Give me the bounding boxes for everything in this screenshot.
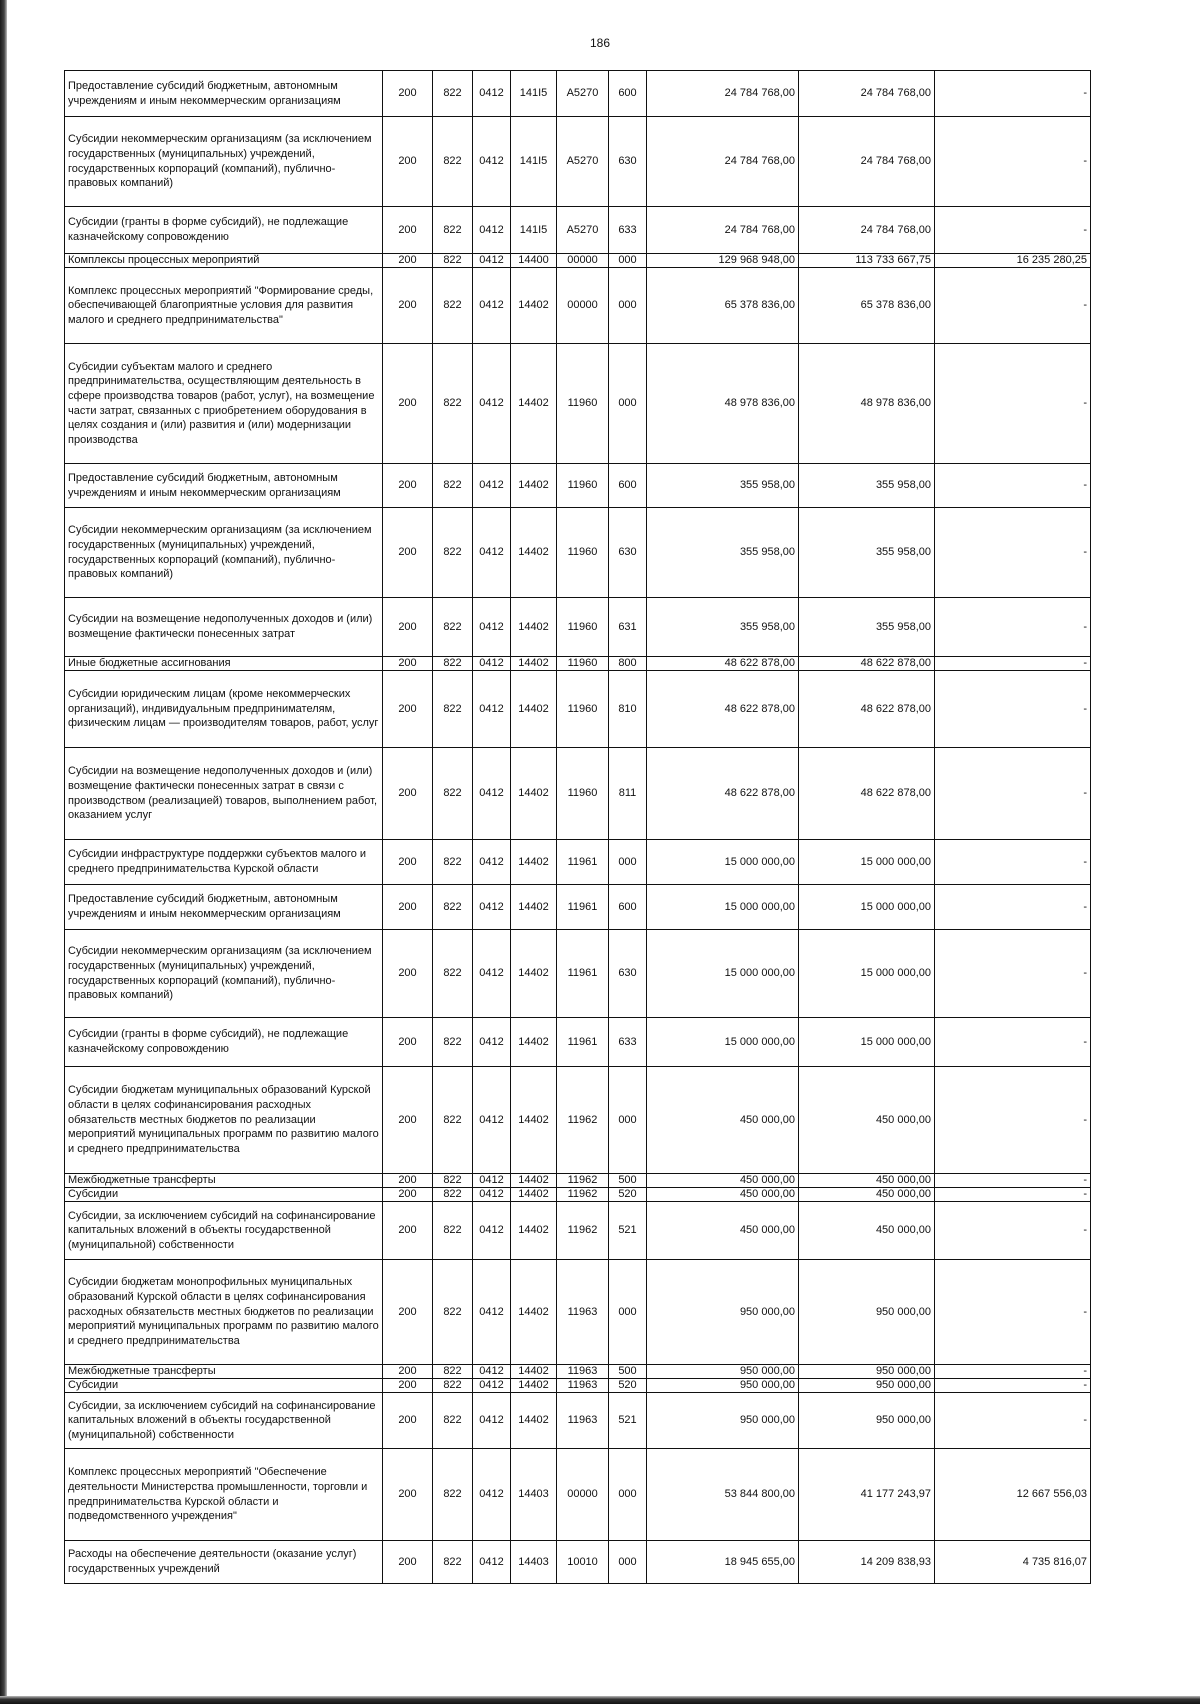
remaining-amount: - xyxy=(935,268,1091,344)
expense-type-code: 521 xyxy=(609,1393,647,1449)
row-name: Комплекс процессных мероприятий "Обеспечение деятельности Министерства промышленности, торговли и предпринимательства Курской области и подведомственного учреждения" xyxy=(65,1449,383,1541)
planned-amount: 48 978 836,00 xyxy=(647,344,799,464)
section-code: 200 xyxy=(383,1067,433,1174)
target-item-code: 11962 xyxy=(557,1188,609,1202)
remaining-amount: 16 235 280,25 xyxy=(935,254,1091,268)
row-name: Межбюджетные трансферты xyxy=(65,1365,383,1379)
planned-amount: 48 622 878,00 xyxy=(647,748,799,840)
executed-amount: 65 378 836,00 xyxy=(799,268,935,344)
planned-amount: 15 000 000,00 xyxy=(647,930,799,1018)
ministry-code: 822 xyxy=(433,1541,473,1584)
planned-amount: 65 378 836,00 xyxy=(647,268,799,344)
row-name: Предоставление субсидий бюджетным, автономным учреждениям и иным некоммерческим организациям xyxy=(65,464,383,508)
ministry-code: 822 xyxy=(433,1067,473,1174)
remaining-amount: - xyxy=(935,1379,1091,1393)
planned-amount: 950 000,00 xyxy=(647,1379,799,1393)
row-name: Субсидии субъектам малого и среднего предпринимательства, осуществляющим деятельность в сфере производства товаров (работ, услуг), на возмещение части затрат, связанных с приобретением оборудования в целях создания и (или) развития и (или) модернизации производства xyxy=(65,344,383,464)
planned-amount: 15 000 000,00 xyxy=(647,840,799,885)
subsection-code: 0412 xyxy=(473,657,511,671)
row-name: Субсидии юридическим лицам (кроме некоммерческих организаций), индивидуальным предпринимателям, физическим лицам — производителям товаров, работ, услуг xyxy=(65,671,383,748)
subsection-code: 0412 xyxy=(473,1393,511,1449)
subsection-code: 0412 xyxy=(473,71,511,117)
scan-edge-left xyxy=(0,0,7,1704)
row-name: Комплексы процессных мероприятий xyxy=(65,254,383,268)
section-code: 200 xyxy=(383,1393,433,1449)
table-row xyxy=(65,1449,1091,1541)
expense-type-code: 500 xyxy=(609,1174,647,1188)
remaining-amount: 4 735 816,07 xyxy=(935,1541,1091,1584)
planned-amount: 129 968 948,00 xyxy=(647,254,799,268)
program-code: 14402 xyxy=(511,1188,557,1202)
program-code: 14402 xyxy=(511,1260,557,1365)
subsection-code: 0412 xyxy=(473,1379,511,1393)
target-item-code: 00000 xyxy=(557,1449,609,1541)
ministry-code: 822 xyxy=(433,885,473,930)
expense-type-code: 600 xyxy=(609,71,647,117)
target-item-code: 10010 xyxy=(557,1541,609,1584)
planned-amount: 355 958,00 xyxy=(647,508,799,598)
executed-amount: 24 784 768,00 xyxy=(799,71,935,117)
section-code: 200 xyxy=(383,930,433,1018)
executed-amount: 355 958,00 xyxy=(799,508,935,598)
scan-edge-bottom xyxy=(0,1696,1200,1704)
target-item-code: 11963 xyxy=(557,1379,609,1393)
subsection-code: 0412 xyxy=(473,1067,511,1174)
section-code: 200 xyxy=(383,885,433,930)
executed-amount: 48 622 878,00 xyxy=(799,657,935,671)
program-code: 14402 xyxy=(511,840,557,885)
expense-type-code: 810 xyxy=(609,671,647,748)
row-name: Субсидии некоммерческим организациям (за исключением государственных (муниципальных) учреждений, государственных корпораций (компаний), публично-правовых компаний) xyxy=(65,117,383,207)
expense-type-code: 000 xyxy=(609,1067,647,1174)
target-item-code: 11961 xyxy=(557,1018,609,1067)
executed-amount: 24 784 768,00 xyxy=(799,117,935,207)
table-row xyxy=(65,117,1091,207)
row-name: Субсидии (гранты в форме субсидий), не подлежащие казначейскому сопровождению xyxy=(65,1018,383,1067)
section-code: 200 xyxy=(383,1202,433,1260)
ministry-code: 822 xyxy=(433,268,473,344)
expense-type-code: 000 xyxy=(609,1449,647,1541)
row-name: Субсидии xyxy=(65,1379,383,1393)
target-item-code: 11960 xyxy=(557,748,609,840)
ministry-code: 822 xyxy=(433,598,473,657)
row-name: Комплекс процессных мероприятий "Формирование среды, обеспечивающей благоприятные условия для развития малого и среднего предпринимательства" xyxy=(65,268,383,344)
planned-amount: 48 622 878,00 xyxy=(647,671,799,748)
target-item-code: 11962 xyxy=(557,1174,609,1188)
remaining-amount: - xyxy=(935,1393,1091,1449)
subsection-code: 0412 xyxy=(473,464,511,508)
section-code: 200 xyxy=(383,254,433,268)
table-row xyxy=(65,930,1091,1018)
section-code: 200 xyxy=(383,71,433,117)
remaining-amount: - xyxy=(935,1067,1091,1174)
remaining-amount: - xyxy=(935,1018,1091,1067)
executed-amount: 14 209 838,93 xyxy=(799,1541,935,1584)
target-item-code: 00000 xyxy=(557,268,609,344)
executed-amount: 950 000,00 xyxy=(799,1393,935,1449)
planned-amount: 18 945 655,00 xyxy=(647,1541,799,1584)
remaining-amount: - xyxy=(935,344,1091,464)
program-code: 14402 xyxy=(511,748,557,840)
row-name: Межбюджетные трансферты xyxy=(65,1174,383,1188)
row-name: Субсидии (гранты в форме субсидий), не подлежащие казначейскому сопровождению xyxy=(65,207,383,254)
section-code: 200 xyxy=(383,1260,433,1365)
executed-amount: 950 000,00 xyxy=(799,1365,935,1379)
planned-amount: 950 000,00 xyxy=(647,1260,799,1365)
section-code: 200 xyxy=(383,1174,433,1188)
ministry-code: 822 xyxy=(433,930,473,1018)
subsection-code: 0412 xyxy=(473,1365,511,1379)
target-item-code: 11960 xyxy=(557,508,609,598)
target-item-code: 11963 xyxy=(557,1260,609,1365)
table-row xyxy=(65,1379,1091,1393)
program-code: 14402 xyxy=(511,1379,557,1393)
row-name: Субсидии, за исключением субсидий на софинансирование капитальных вложений в объекты государственной (муниципальной) собственности xyxy=(65,1202,383,1260)
target-item-code: 11960 xyxy=(557,657,609,671)
table-row xyxy=(65,268,1091,344)
subsection-code: 0412 xyxy=(473,1188,511,1202)
expense-type-code: 000 xyxy=(609,344,647,464)
subsection-code: 0412 xyxy=(473,840,511,885)
ministry-code: 822 xyxy=(433,1260,473,1365)
section-code: 200 xyxy=(383,1188,433,1202)
remaining-amount: - xyxy=(935,930,1091,1018)
row-name: Субсидии xyxy=(65,1188,383,1202)
program-code: 141I5 xyxy=(511,207,557,254)
section-code: 200 xyxy=(383,748,433,840)
executed-amount: 950 000,00 xyxy=(799,1260,935,1365)
table-row xyxy=(65,840,1091,885)
section-code: 200 xyxy=(383,671,433,748)
table-row xyxy=(65,1365,1091,1379)
expense-type-code: 520 xyxy=(609,1379,647,1393)
remaining-amount: 12 667 556,03 xyxy=(935,1449,1091,1541)
planned-amount: 24 784 768,00 xyxy=(647,207,799,254)
executed-amount: 48 978 836,00 xyxy=(799,344,935,464)
table-row xyxy=(65,1260,1091,1365)
remaining-amount: - xyxy=(935,1188,1091,1202)
remaining-amount: - xyxy=(935,1365,1091,1379)
budget-table xyxy=(64,70,1091,1584)
remaining-amount: - xyxy=(935,207,1091,254)
ministry-code: 822 xyxy=(433,748,473,840)
program-code: 14402 xyxy=(511,1365,557,1379)
subsection-code: 0412 xyxy=(473,671,511,748)
target-item-code: 11960 xyxy=(557,464,609,508)
ministry-code: 822 xyxy=(433,508,473,598)
planned-amount: 950 000,00 xyxy=(647,1365,799,1379)
section-code: 200 xyxy=(383,344,433,464)
table-row xyxy=(65,671,1091,748)
ministry-code: 822 xyxy=(433,671,473,748)
table-row xyxy=(65,657,1091,671)
ministry-code: 822 xyxy=(433,1188,473,1202)
executed-amount: 48 622 878,00 xyxy=(799,671,935,748)
table-row xyxy=(65,1188,1091,1202)
program-code: 14402 xyxy=(511,1174,557,1188)
target-item-code: 11962 xyxy=(557,1067,609,1174)
table-row xyxy=(65,464,1091,508)
planned-amount: 15 000 000,00 xyxy=(647,885,799,930)
section-code: 200 xyxy=(383,1365,433,1379)
ministry-code: 822 xyxy=(433,1174,473,1188)
program-code: 14402 xyxy=(511,930,557,1018)
program-code: 141I5 xyxy=(511,71,557,117)
expense-type-code: 811 xyxy=(609,748,647,840)
subsection-code: 0412 xyxy=(473,1449,511,1541)
program-code: 14403 xyxy=(511,1449,557,1541)
planned-amount: 450 000,00 xyxy=(647,1174,799,1188)
executed-amount: 41 177 243,97 xyxy=(799,1449,935,1541)
program-code: 14402 xyxy=(511,464,557,508)
program-code: 14402 xyxy=(511,1018,557,1067)
target-item-code: 11961 xyxy=(557,930,609,1018)
expense-type-code: 633 xyxy=(609,1018,647,1067)
row-name: Субсидии некоммерческим организациям (за исключением государственных (муниципальных) учреждений, государственных корпораций (компаний), публично-правовых компаний) xyxy=(65,930,383,1018)
ministry-code: 822 xyxy=(433,840,473,885)
program-code: 14402 xyxy=(511,671,557,748)
remaining-amount: - xyxy=(935,71,1091,117)
target-item-code: A5270 xyxy=(557,207,609,254)
planned-amount: 450 000,00 xyxy=(647,1188,799,1202)
executed-amount: 450 000,00 xyxy=(799,1067,935,1174)
planned-amount: 53 844 800,00 xyxy=(647,1449,799,1541)
program-code: 14400 xyxy=(511,254,557,268)
table-row xyxy=(65,254,1091,268)
row-name: Субсидии некоммерческим организациям (за исключением государственных (муниципальных) учреждений, государственных корпораций (компаний), публично-правовых компаний) xyxy=(65,508,383,598)
remaining-amount: - xyxy=(935,508,1091,598)
expense-type-code: 520 xyxy=(609,1188,647,1202)
executed-amount: 15 000 000,00 xyxy=(799,930,935,1018)
section-code: 200 xyxy=(383,657,433,671)
executed-amount: 15 000 000,00 xyxy=(799,840,935,885)
ministry-code: 822 xyxy=(433,254,473,268)
expense-type-code: 000 xyxy=(609,1260,647,1365)
section-code: 200 xyxy=(383,1018,433,1067)
row-name: Субсидии, за исключением субсидий на софинансирование капитальных вложений в объекты государственной (муниципальной) собственности xyxy=(65,1393,383,1449)
expense-type-code: 800 xyxy=(609,657,647,671)
section-code: 200 xyxy=(383,1541,433,1584)
program-code: 14402 xyxy=(511,344,557,464)
program-code: 14402 xyxy=(511,598,557,657)
ministry-code: 822 xyxy=(433,207,473,254)
planned-amount: 355 958,00 xyxy=(647,464,799,508)
target-item-code: 11963 xyxy=(557,1365,609,1379)
subsection-code: 0412 xyxy=(473,748,511,840)
target-item-code: 11963 xyxy=(557,1393,609,1449)
subsection-code: 0412 xyxy=(473,254,511,268)
expense-type-code: 600 xyxy=(609,464,647,508)
remaining-amount: - xyxy=(935,1260,1091,1365)
ministry-code: 822 xyxy=(433,464,473,508)
subsection-code: 0412 xyxy=(473,930,511,1018)
subsection-code: 0412 xyxy=(473,1018,511,1067)
row-name: Субсидии на возмещение недополученных доходов и (или) возмещение фактически понесенных затрат xyxy=(65,598,383,657)
executed-amount: 355 958,00 xyxy=(799,598,935,657)
program-code: 14402 xyxy=(511,508,557,598)
expense-type-code: 000 xyxy=(609,268,647,344)
table-row xyxy=(65,1018,1091,1067)
expense-type-code: 630 xyxy=(609,930,647,1018)
subsection-code: 0412 xyxy=(473,598,511,657)
planned-amount: 950 000,00 xyxy=(647,1393,799,1449)
budget-table-body xyxy=(65,71,1091,1584)
expense-type-code: 630 xyxy=(609,508,647,598)
planned-amount: 24 784 768,00 xyxy=(647,117,799,207)
program-code: 14402 xyxy=(511,268,557,344)
table-row xyxy=(65,598,1091,657)
table-row xyxy=(65,748,1091,840)
section-code: 200 xyxy=(383,840,433,885)
table-row xyxy=(65,1393,1091,1449)
planned-amount: 24 784 768,00 xyxy=(647,71,799,117)
table-row xyxy=(65,1202,1091,1260)
section-code: 200 xyxy=(383,464,433,508)
target-item-code: 11960 xyxy=(557,344,609,464)
planned-amount: 450 000,00 xyxy=(647,1202,799,1260)
ministry-code: 822 xyxy=(433,657,473,671)
executed-amount: 15 000 000,00 xyxy=(799,885,935,930)
section-code: 200 xyxy=(383,598,433,657)
row-name: Иные бюджетные ассигнования xyxy=(65,657,383,671)
table-row xyxy=(65,207,1091,254)
table-row xyxy=(65,344,1091,464)
program-code: 14402 xyxy=(511,657,557,671)
page-number: 186 xyxy=(589,36,611,50)
planned-amount: 15 000 000,00 xyxy=(647,1018,799,1067)
row-name: Расходы на обеспечение деятельности (оказание услуг) государственных учреждений xyxy=(65,1541,383,1584)
table-row xyxy=(65,1067,1091,1174)
expense-type-code: 521 xyxy=(609,1202,647,1260)
ministry-code: 822 xyxy=(433,1365,473,1379)
executed-amount: 48 622 878,00 xyxy=(799,748,935,840)
section-code: 200 xyxy=(383,1449,433,1541)
subsection-code: 0412 xyxy=(473,1541,511,1584)
executed-amount: 450 000,00 xyxy=(799,1174,935,1188)
remaining-amount: - xyxy=(935,840,1091,885)
subsection-code: 0412 xyxy=(473,117,511,207)
section-code: 200 xyxy=(383,207,433,254)
remaining-amount: - xyxy=(935,885,1091,930)
remaining-amount: - xyxy=(935,117,1091,207)
subsection-code: 0412 xyxy=(473,1260,511,1365)
remaining-amount: - xyxy=(935,657,1091,671)
section-code: 200 xyxy=(383,508,433,598)
section-code: 200 xyxy=(383,1379,433,1393)
expense-type-code: 600 xyxy=(609,885,647,930)
row-name: Субсидии на возмещение недополученных доходов и (или) возмещение фактически понесенных затрат в связи с производством (реализацией) товаров, выполнением работ, оказанием услуг xyxy=(65,748,383,840)
ministry-code: 822 xyxy=(433,71,473,117)
target-item-code: 11961 xyxy=(557,840,609,885)
target-item-code: A5270 xyxy=(557,117,609,207)
ministry-code: 822 xyxy=(433,1393,473,1449)
row-name: Субсидии инфраструктуре поддержки субъектов малого и среднего предпринимательства Курской области xyxy=(65,840,383,885)
executed-amount: 113 733 667,75 xyxy=(799,254,935,268)
row-name: Предоставление субсидий бюджетным, автономным учреждениям и иным некоммерческим организациям xyxy=(65,71,383,117)
ministry-code: 822 xyxy=(433,1018,473,1067)
target-item-code: 11960 xyxy=(557,671,609,748)
planned-amount: 450 000,00 xyxy=(647,1067,799,1174)
table-row xyxy=(65,1541,1091,1584)
subsection-code: 0412 xyxy=(473,268,511,344)
expense-type-code: 000 xyxy=(609,254,647,268)
expense-type-code: 631 xyxy=(609,598,647,657)
executed-amount: 355 958,00 xyxy=(799,464,935,508)
target-item-code: 00000 xyxy=(557,254,609,268)
row-name: Предоставление субсидий бюджетным, автономным учреждениям и иным некоммерческим организациям xyxy=(65,885,383,930)
row-name: Субсидии бюджетам муниципальных образований Курской области в целях софинансирования расходных обязательств местных бюджетов по реализации мероприятий муниципальных программ по развитию малого и среднего предпринимательства xyxy=(65,1067,383,1174)
table-row xyxy=(65,71,1091,117)
program-code: 141I5 xyxy=(511,117,557,207)
remaining-amount: - xyxy=(935,1174,1091,1188)
program-code: 14403 xyxy=(511,1541,557,1584)
section-code: 200 xyxy=(383,117,433,207)
remaining-amount: - xyxy=(935,464,1091,508)
executed-amount: 450 000,00 xyxy=(799,1202,935,1260)
expense-type-code: 633 xyxy=(609,207,647,254)
subsection-code: 0412 xyxy=(473,885,511,930)
remaining-amount: - xyxy=(935,1202,1091,1260)
expense-type-code: 000 xyxy=(609,1541,647,1584)
ministry-code: 822 xyxy=(433,1379,473,1393)
expense-type-code: 630 xyxy=(609,117,647,207)
target-item-code: 11962 xyxy=(557,1202,609,1260)
executed-amount: 950 000,00 xyxy=(799,1379,935,1393)
subsection-code: 0412 xyxy=(473,207,511,254)
table-row xyxy=(65,885,1091,930)
table-row xyxy=(65,1174,1091,1188)
subsection-code: 0412 xyxy=(473,1202,511,1260)
executed-amount: 15 000 000,00 xyxy=(799,1018,935,1067)
ministry-code: 822 xyxy=(433,117,473,207)
target-item-code: A5270 xyxy=(557,71,609,117)
executed-amount: 24 784 768,00 xyxy=(799,207,935,254)
subsection-code: 0412 xyxy=(473,344,511,464)
row-name: Субсидии бюджетам монопрофильных муниципальных образований Курской области в целях софинансирования расходных обязательств местных бюджетов по реализации мероприятий муниципальных программ по развитию малого и среднего предпринимательства xyxy=(65,1260,383,1365)
expense-type-code: 500 xyxy=(609,1365,647,1379)
remaining-amount: - xyxy=(935,598,1091,657)
expense-type-code: 000 xyxy=(609,840,647,885)
remaining-amount: - xyxy=(935,671,1091,748)
section-code: 200 xyxy=(383,268,433,344)
planned-amount: 355 958,00 xyxy=(647,598,799,657)
ministry-code: 822 xyxy=(433,344,473,464)
program-code: 14402 xyxy=(511,1202,557,1260)
target-item-code: 11960 xyxy=(557,598,609,657)
subsection-code: 0412 xyxy=(473,1174,511,1188)
ministry-code: 822 xyxy=(433,1202,473,1260)
subsection-code: 0412 xyxy=(473,508,511,598)
target-item-code: 11961 xyxy=(557,885,609,930)
executed-amount: 450 000,00 xyxy=(799,1188,935,1202)
ministry-code: 822 xyxy=(433,1449,473,1541)
remaining-amount: - xyxy=(935,748,1091,840)
program-code: 14402 xyxy=(511,1393,557,1449)
table-row xyxy=(65,508,1091,598)
program-code: 14402 xyxy=(511,885,557,930)
program-code: 14402 xyxy=(511,1067,557,1174)
planned-amount: 48 622 878,00 xyxy=(647,657,799,671)
